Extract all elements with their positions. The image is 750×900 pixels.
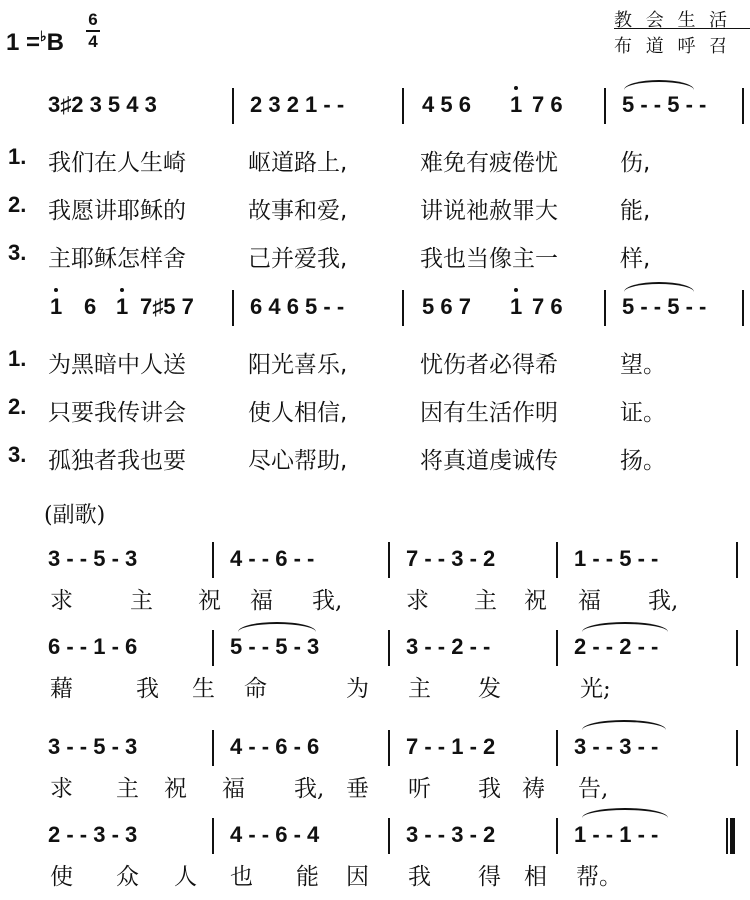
- barline: [232, 290, 234, 326]
- barline: [388, 818, 390, 854]
- measure: 3 - - 3 - 2: [406, 822, 496, 847]
- measure: 3 - - 3 - -: [574, 734, 659, 759]
- barline: [212, 630, 214, 666]
- measure: 3 - - 5 - 3: [48, 546, 138, 571]
- final-barline: [726, 818, 734, 854]
- chorus-melody-row-2: [0, 634, 750, 664]
- barline: [556, 818, 558, 854]
- tie-icon: [624, 80, 694, 90]
- chorus-lyric-row-2: 藉 我 生 命 为 主 发 光;: [50, 676, 611, 702]
- barline: [556, 730, 558, 766]
- barline: [736, 630, 738, 666]
- chorus-melody-row-4: [0, 822, 750, 852]
- measure-1-d: 7♯5 7: [140, 294, 194, 319]
- measure: 4 - - 6 - 4: [230, 822, 320, 847]
- time-signature: 6 4: [86, 12, 100, 50]
- measure-1: 3♯2 3 5 4 3: [48, 92, 157, 117]
- barline: [556, 542, 558, 578]
- measure-3-b: 1: [510, 92, 523, 117]
- measure: 7 - - 1 - 2: [406, 734, 496, 759]
- measure-1-a: 1: [50, 294, 63, 319]
- chorus-lyric-row-1: 求 主 祝 福 我, 求 主 祝 福 我,: [50, 588, 679, 614]
- barline: [402, 88, 404, 124]
- measure-1-b: 6: [84, 294, 97, 319]
- measure-3-b: 1: [510, 294, 523, 319]
- tie-icon: [582, 720, 666, 730]
- measure: 4 - - 6 - 6: [230, 734, 320, 759]
- measure: 4 - - 6 - -: [230, 546, 315, 571]
- barline: [402, 290, 404, 326]
- lyric-row: 2. 我愿讲耶稣的 故事和爱, 讲说祂赦罪大 能,: [8, 192, 651, 224]
- barline: [736, 542, 738, 578]
- flat-icon: ♭: [40, 28, 47, 44]
- key-signature: 1 =♭B: [6, 28, 64, 56]
- category-line-1: 教 会 生 活: [614, 10, 732, 31]
- measure: 1 - - 1 - -: [574, 822, 659, 847]
- category-divider: [614, 28, 750, 29]
- measure: 3 - - 5 - 3: [48, 734, 138, 759]
- measure: 5 - - 5 - 3: [230, 634, 320, 659]
- barline: [212, 730, 214, 766]
- measure-3-c: 7 6: [532, 92, 563, 117]
- measure-4: 5 - - 5 - -: [622, 92, 707, 117]
- lyric-row: 1. 为黑暗中人送 阳光喜乐, 忧伤者必得希 望。: [8, 346, 666, 378]
- barline: [736, 730, 738, 766]
- barline: [604, 290, 606, 326]
- measure-4: 5 - - 5 - -: [622, 294, 707, 319]
- barline: [742, 88, 744, 124]
- chorus-label: (副歌): [44, 503, 106, 528]
- chorus-melody-row-3: [0, 734, 750, 764]
- measure: 6 - - 1 - 6: [48, 634, 138, 659]
- measure: 7 - - 3 - 2: [406, 546, 496, 571]
- tie-icon: [238, 622, 316, 632]
- lyric-row: 3. 主耶稣怎样舍 己并爱我, 我也当像主一 样,: [8, 240, 651, 272]
- barline: [232, 88, 234, 124]
- measure: 2 - - 2 - -: [574, 634, 659, 659]
- measure-1-c: 1: [116, 294, 129, 319]
- chorus-lyric-row-3: 求 主 祝 福 我, 垂 听 我 祷 告,: [50, 776, 609, 802]
- chorus-lyric-row-4: 使 众 人 也 能 因 我 得 相 帮。: [50, 864, 622, 890]
- barline: [388, 730, 390, 766]
- measure: 3 - - 2 - -: [406, 634, 491, 659]
- verse-melody-row-2: [0, 294, 750, 324]
- barline: [212, 818, 214, 854]
- verse-melody-row-1: [0, 92, 750, 122]
- lyric-row: 2. 只要我传讲会 使人相信, 因有生活作明 证。: [8, 394, 666, 426]
- measure-3-a: 5 6 7: [422, 294, 471, 319]
- measure-3-c: 7 6: [532, 294, 563, 319]
- tie-icon: [582, 622, 668, 632]
- lyric-row: 1. 我们在人生崎 岖道路上, 难免有疲倦忧 伤,: [8, 144, 651, 176]
- barline: [604, 88, 606, 124]
- lyric-row: 3. 孤独者我也要 尽心帮助, 将真道虔诚传 扬。: [8, 442, 666, 474]
- measure: 2 - - 3 - 3: [48, 822, 138, 847]
- barline: [556, 630, 558, 666]
- chorus-melody-row-1: [0, 546, 750, 576]
- measure-2: 6 4 6 5 - -: [250, 294, 345, 319]
- barline: [212, 542, 214, 578]
- measure: 1 - - 5 - -: [574, 546, 659, 571]
- barline: [388, 542, 390, 578]
- tie-icon: [582, 808, 668, 818]
- measure-2: 2 3 2 1 - -: [250, 92, 345, 117]
- barline: [742, 290, 744, 326]
- measure-3-a: 4 5 6: [422, 92, 471, 117]
- barline: [388, 630, 390, 666]
- tie-icon: [624, 282, 694, 292]
- category-line-2: 布 道 呼 召: [614, 36, 732, 57]
